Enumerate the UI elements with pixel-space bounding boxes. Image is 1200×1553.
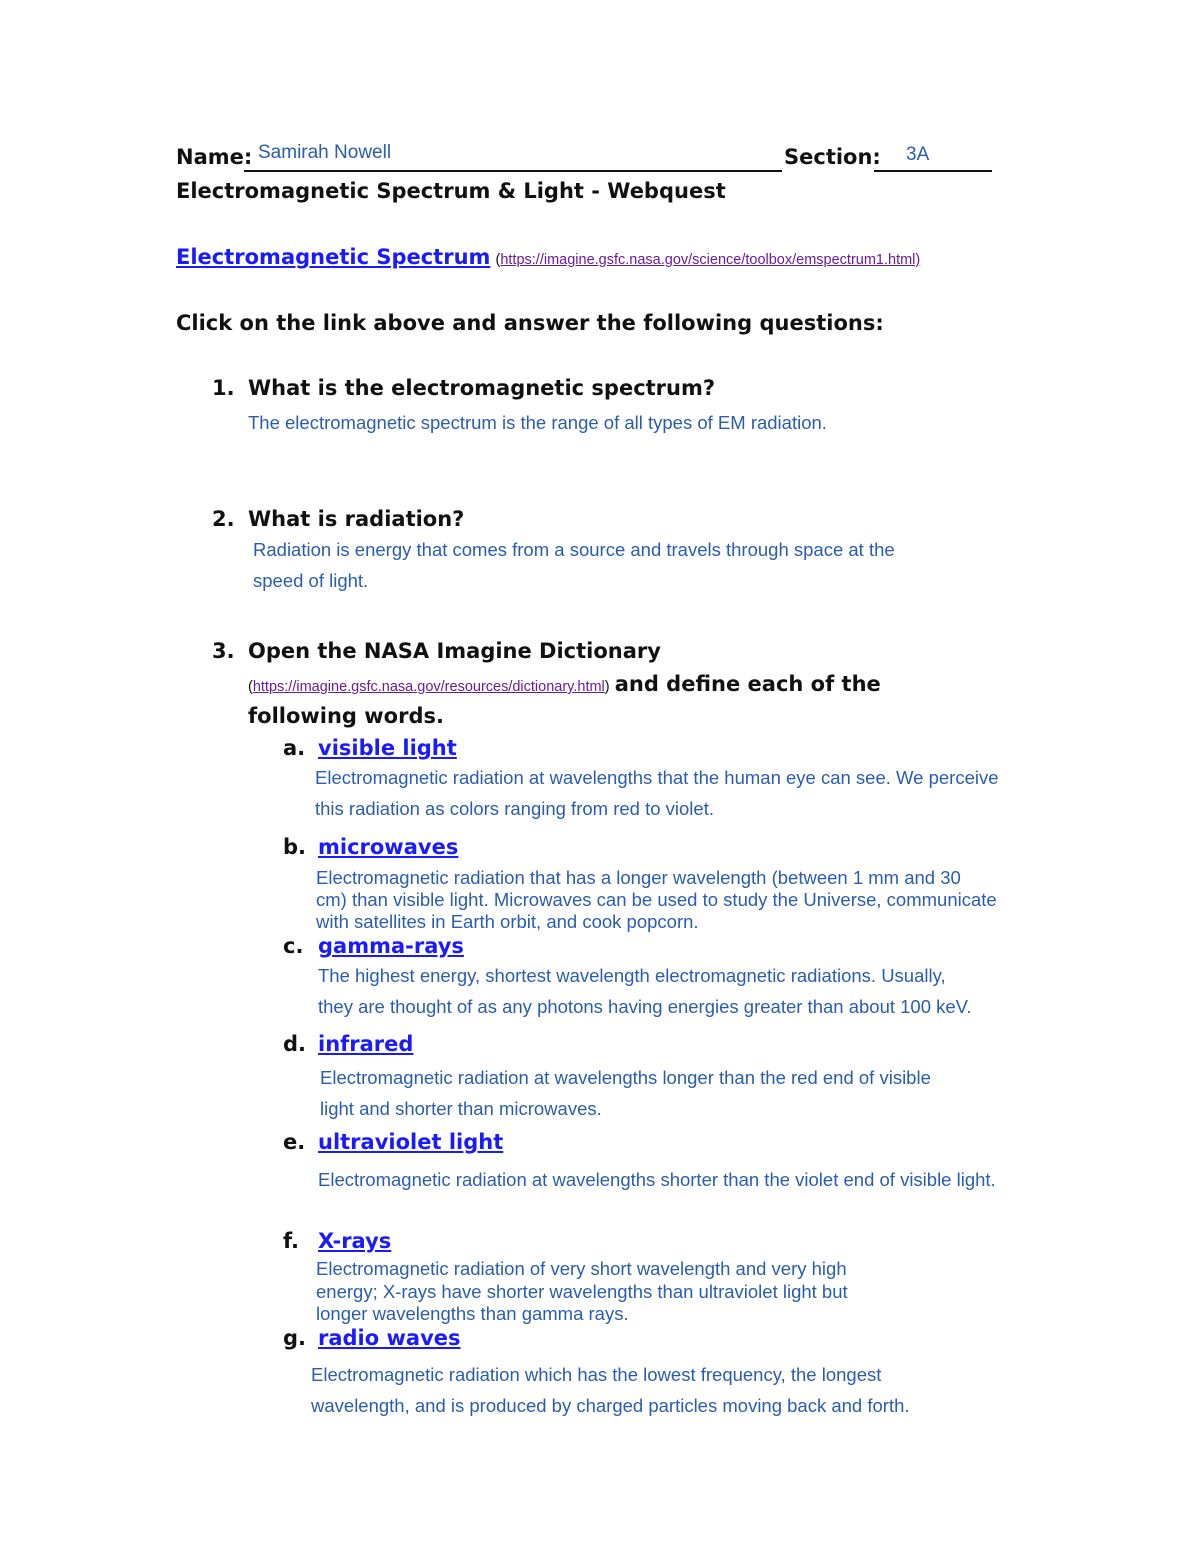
name-underline: [244, 170, 782, 172]
source-line: [176, 245, 920, 269]
term-link-x-rays[interactable]: X-rays: [318, 1229, 392, 1253]
term-letter: g.: [283, 1326, 307, 1350]
q1-answer: The electromagnetic spectrum is the range of all types of EM radiation.: [248, 412, 827, 433]
section-label: Section:: [784, 145, 881, 169]
q3-continuation: and define each of the: [614, 672, 881, 696]
term-link-gamma-rays[interactable]: gamma-rays: [318, 934, 464, 958]
term-letter: f.: [283, 1229, 299, 1253]
definition-line: Electromagnetic radiation of very short wavelength and very high: [316, 1258, 847, 1279]
q1-number: 1.: [212, 376, 235, 400]
q1-text: What is the electromagnetic spectrum?: [248, 376, 716, 400]
definition-line: longer wavelengths than gamma rays.: [316, 1303, 629, 1324]
definition-line: Electromagnetic radiation that has a longer wavelength (between 1 mm and 30: [316, 867, 961, 888]
q2-text: What is radiation?: [248, 507, 465, 531]
definition-line: The highest energy, shortest wavelength electromagnetic radiations. Usually,: [318, 965, 946, 986]
q3-url-line: [248, 672, 881, 696]
section-underline: [874, 170, 992, 172]
definition-line: light and shorter than microwaves.: [320, 1098, 602, 1119]
open-paren: (: [495, 252, 501, 268]
q3-text: Open the NASA Imagine Dictionary: [248, 639, 661, 663]
name-value[interactable]: Samirah Nowell: [258, 142, 392, 163]
definition-line: cm) than visible light. Microwaves can be used to study the Universe, communicate: [316, 889, 997, 910]
dictionary-url[interactable]: https://imagine.gsfc.nasa.gov/resources/dictionary.html: [252, 679, 605, 695]
term-link-radio-waves[interactable]: radio waves: [318, 1326, 461, 1350]
definition-line: with satellites in Earth orbit, and cook popcorn.: [316, 911, 699, 932]
definition-line: wavelength, and is produced by charged particles moving back and forth.: [311, 1395, 910, 1416]
definition-line: energy; X-rays have shorter wavelengths than ultraviolet light but: [316, 1281, 848, 1302]
q3-number: 3.: [212, 639, 235, 663]
q3-close-paren: ): [604, 679, 610, 695]
term-link-microwaves[interactable]: microwaves: [318, 835, 459, 859]
instructions: Click on the link above and answer the following questions:: [176, 311, 884, 335]
em-spectrum-link[interactable]: Electromagnetic Spectrum: [176, 245, 491, 269]
q3-open-paren: (: [248, 679, 253, 695]
term-letter: c.: [283, 934, 304, 958]
definition-line: Electromagnetic radiation at wavelengths longer than the red end of visible: [320, 1067, 931, 1088]
term-letter: d.: [283, 1032, 307, 1056]
section-value[interactable]: 3A: [906, 144, 930, 165]
definition-line: they are thought of as any photons having energies greater than about 100 keV.: [318, 996, 972, 1017]
definition-line: this radiation as colors ranging from red to violet.: [315, 798, 714, 819]
term-link-visible-light[interactable]: visible light: [318, 736, 457, 760]
definition-line: Electromagnetic radiation at wavelengths shorter than the violet end of visible light.: [318, 1169, 996, 1190]
q2-answer-line: Radiation is energy that comes from a source and travels through space at the: [253, 539, 895, 560]
em-spectrum-url[interactable]: https://imagine.gsfc.nasa.gov/science/toolbox/emspectrum1.html): [500, 252, 921, 268]
term-letter: b.: [283, 835, 307, 859]
definition-line: Electromagnetic radiation at wavelengths that the human eye can see. We perceive: [315, 767, 999, 788]
definition-line: Electromagnetic radiation which has the lowest frequency, the longest: [311, 1364, 882, 1385]
q2-answer-line: speed of light.: [253, 570, 369, 591]
name-label: Name:: [176, 145, 253, 169]
q3-continuation2: following words.: [248, 704, 444, 728]
q2-number: 2.: [212, 507, 235, 531]
term-link-ultraviolet-light[interactable]: ultraviolet light: [318, 1130, 504, 1154]
term-letter: e.: [283, 1130, 306, 1154]
term-link-infrared[interactable]: infrared: [318, 1032, 414, 1056]
page-title: Electromagnetic Spectrum & Light - Webquest: [176, 179, 726, 203]
term-letter: a.: [283, 736, 306, 760]
